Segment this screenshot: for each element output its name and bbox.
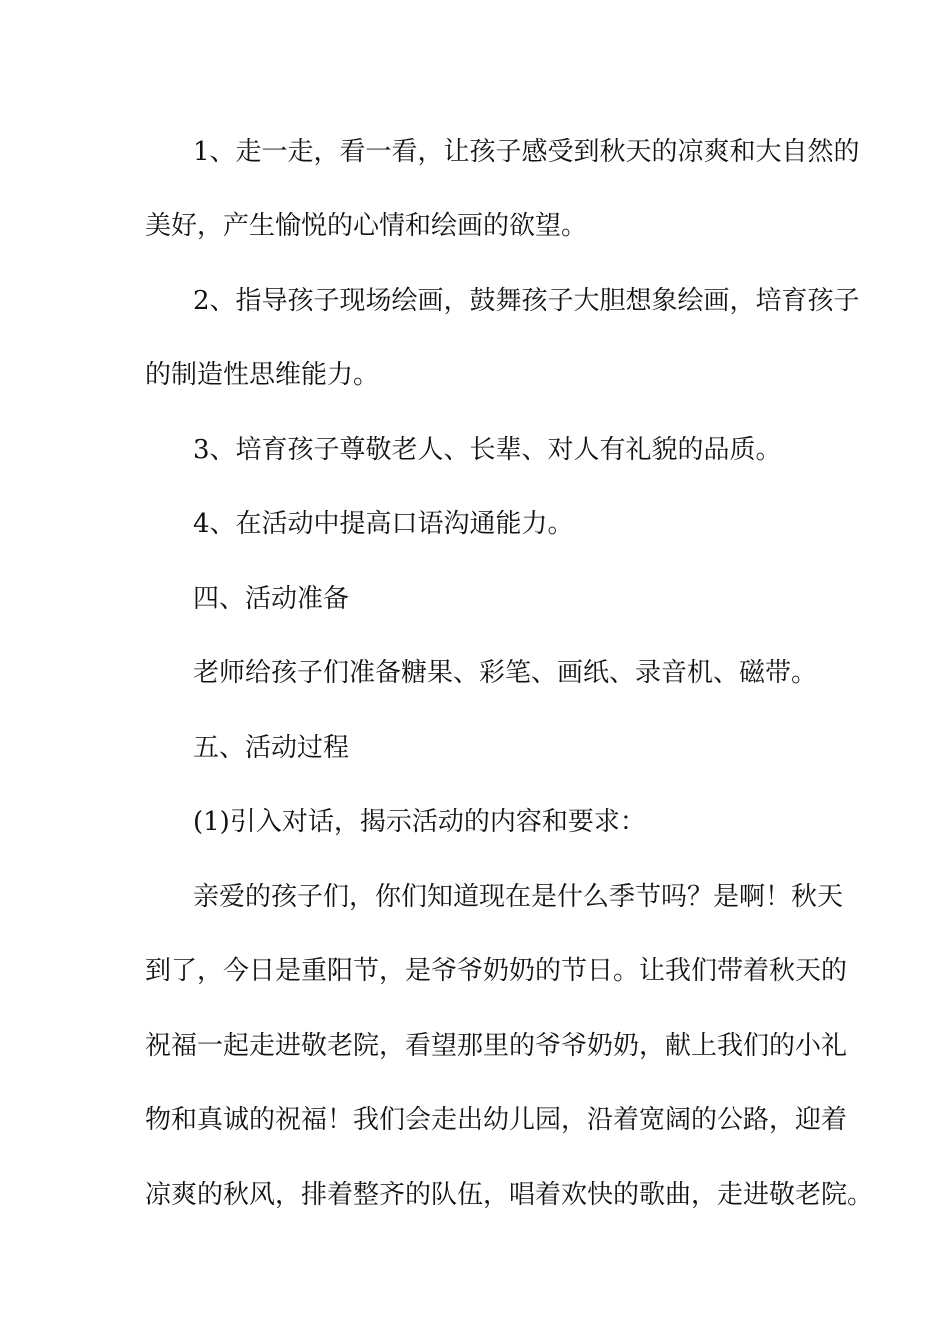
goal-1-line-1: 1、走一走，看一看，让孩子感受到秋天的凉爽和大自然的 <box>193 137 860 167</box>
preparation-line: 老师给孩子们准备糖果、彩笔、画纸、录音机、磁带。 <box>193 658 818 688</box>
section-heading-process: 五、活动过程 <box>193 733 350 763</box>
goal-1-line-2: 美好，产生愉悦的心情和绘画的欲望。 <box>145 211 588 241</box>
dialogue-line-2: 到了，今日是重阳节，是爷爷奶奶的节日。让我们带着秋天的 <box>145 956 848 986</box>
dialogue-line-5: 凉爽的秋风，排着整齐的队伍，唱着欢快的歌曲，走进敬老院。 <box>145 1180 874 1210</box>
dialogue-line-3: 祝福一起走进敬老院，看望那里的爷爷奶奶，献上我们的小礼 <box>145 1031 848 1061</box>
process-step-1-heading: (1)引入对话，揭示活动的内容和要求： <box>193 807 646 837</box>
goal-2-line-2: 的制造性思维能力。 <box>145 360 380 390</box>
section-heading-preparation: 四、活动准备 <box>193 584 350 614</box>
goal-3-line: 3、培育孩子尊敬老人、长辈、对人有礼貌的品质。 <box>193 435 782 465</box>
goal-2-line-1: 2、指导孩子现场绘画，鼓舞孩子大胆想象绘画，培育孩子 <box>193 286 860 316</box>
dialogue-line-1: 亲爱的孩子们，你们知道现在是什么季节吗？是啊！秋天 <box>193 882 844 912</box>
dialogue-line-4: 物和真诚的祝福！我们会走出幼儿园，沿着宽阔的公路，迎着 <box>145 1105 848 1135</box>
goal-4-line: 4、在活动中提高口语沟通能力。 <box>193 509 574 539</box>
